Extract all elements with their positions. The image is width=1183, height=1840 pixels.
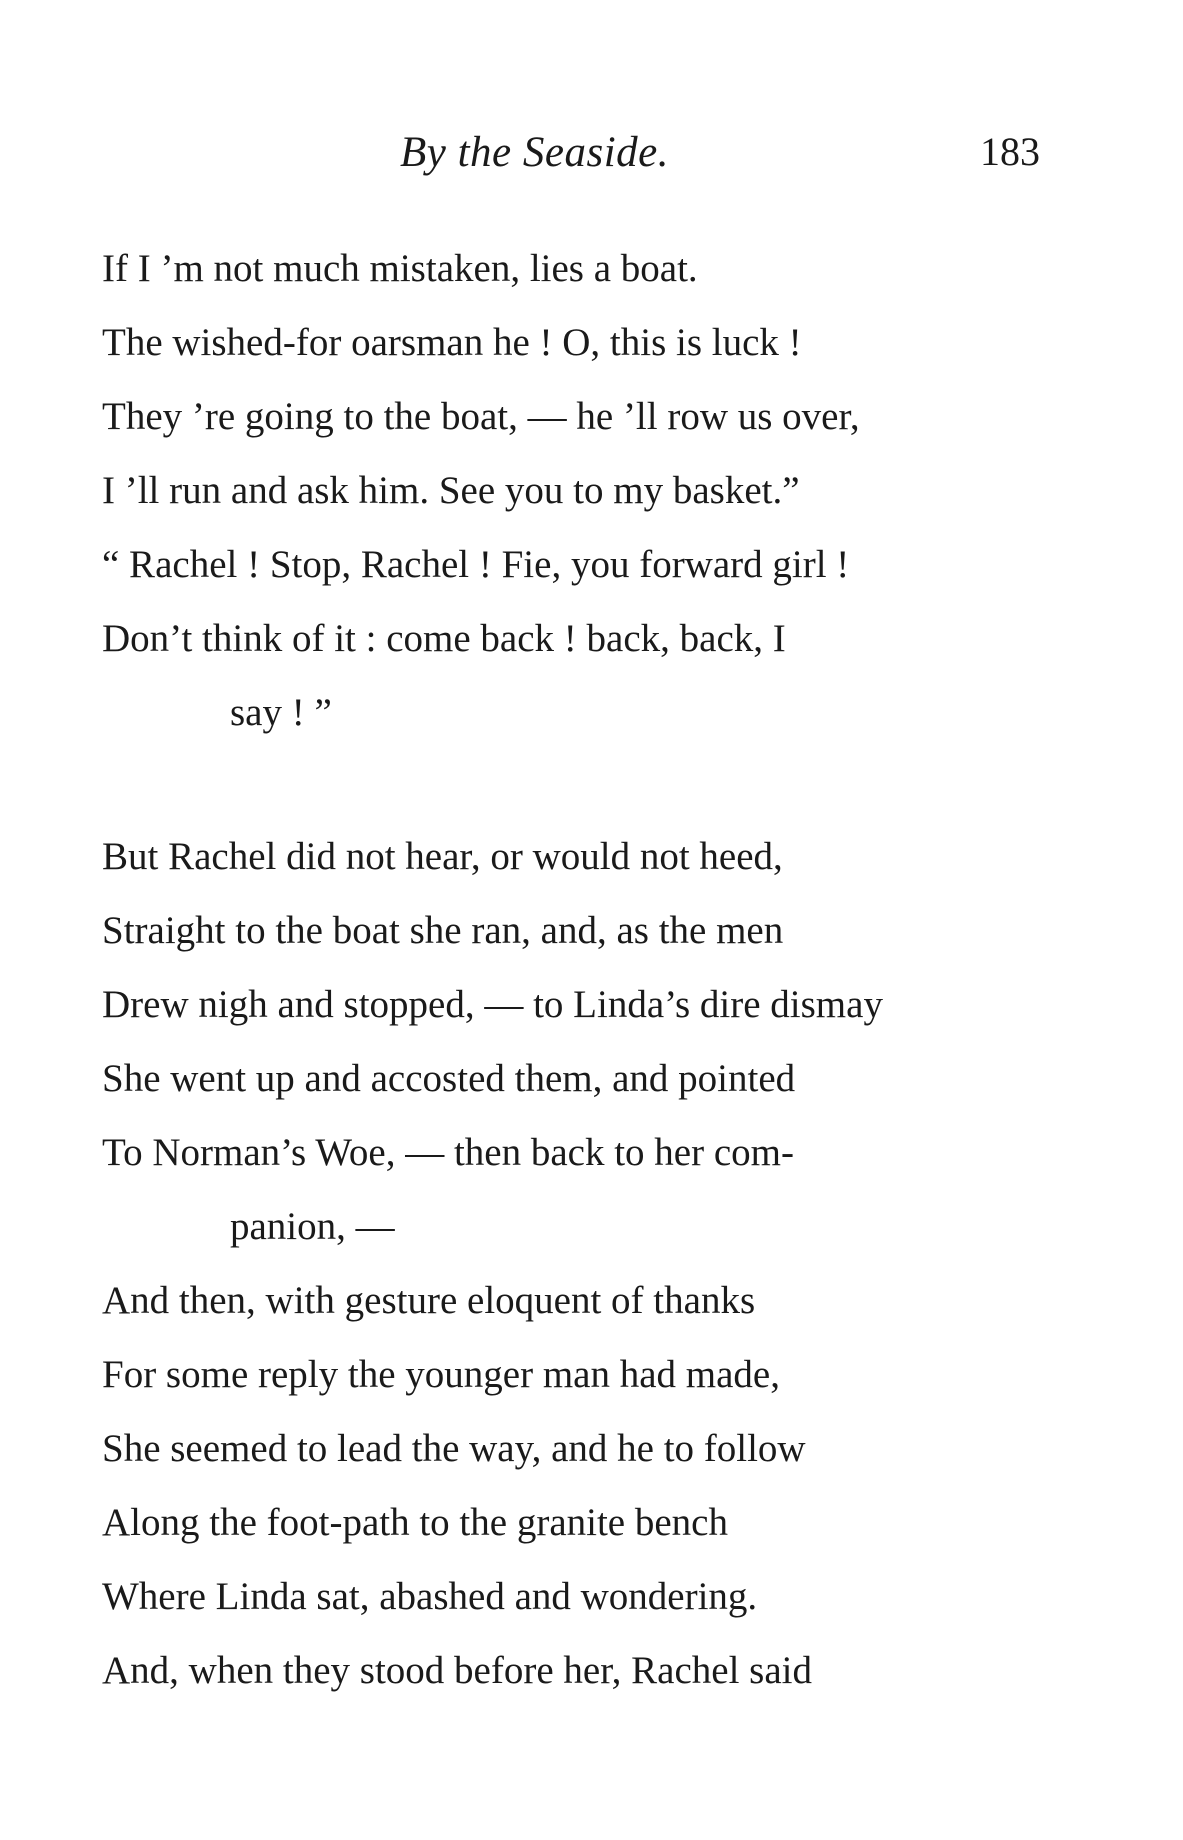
verse-line: If I ’m not much mistaken, lies a boat. — [102, 247, 698, 290]
verse-line: I ’ll run and ask him. See you to my basket.” — [102, 469, 800, 512]
verse-line: And, when they stood before her, Rachel said — [102, 1649, 812, 1692]
stanza — [102, 232, 1042, 750]
verse-line-turnover: panion, — — [230, 1205, 395, 1248]
verse-line: “ Rachel ! Stop, Rachel ! Fie, you forward girl ! — [102, 543, 850, 586]
verse-line: To Norman’s Woe, — then back to her com- — [102, 1131, 794, 1174]
verse-line: Drew nigh and stopped, — to Linda’s dire dismay — [102, 983, 883, 1026]
running-title: By the Seaside. — [400, 129, 669, 176]
verse-line: But Rachel did not hear, or would not heed, — [102, 835, 783, 878]
verse-line: Along the foot-path to the granite bench — [102, 1501, 728, 1544]
verse-line: They ’re going to the boat, — he ’ll row us over, — [102, 395, 860, 438]
page-number: 183 — [980, 129, 1040, 174]
verse-line: She seemed to lead the way, and he to follow — [102, 1427, 806, 1470]
stanza — [102, 820, 1042, 1708]
verse-line: Straight to the boat she ran, and, as the men — [102, 909, 784, 952]
verse-line: She went up and accosted them, and pointed — [102, 1057, 796, 1100]
verse-line-turnover: say ! ” — [230, 691, 332, 734]
verse-line: For some reply the younger man had made, — [102, 1353, 780, 1396]
running-head — [100, 128, 1040, 188]
verse-line: Where Linda sat, abashed and wondering. — [102, 1575, 758, 1618]
verse-line: Don’t think of it : come back ! back, back, I — [102, 617, 786, 660]
verse-line: And then, with gesture eloquent of thanks — [102, 1279, 756, 1322]
verse-line: The wished-for oarsman he ! O, this is luck ! — [102, 321, 802, 364]
